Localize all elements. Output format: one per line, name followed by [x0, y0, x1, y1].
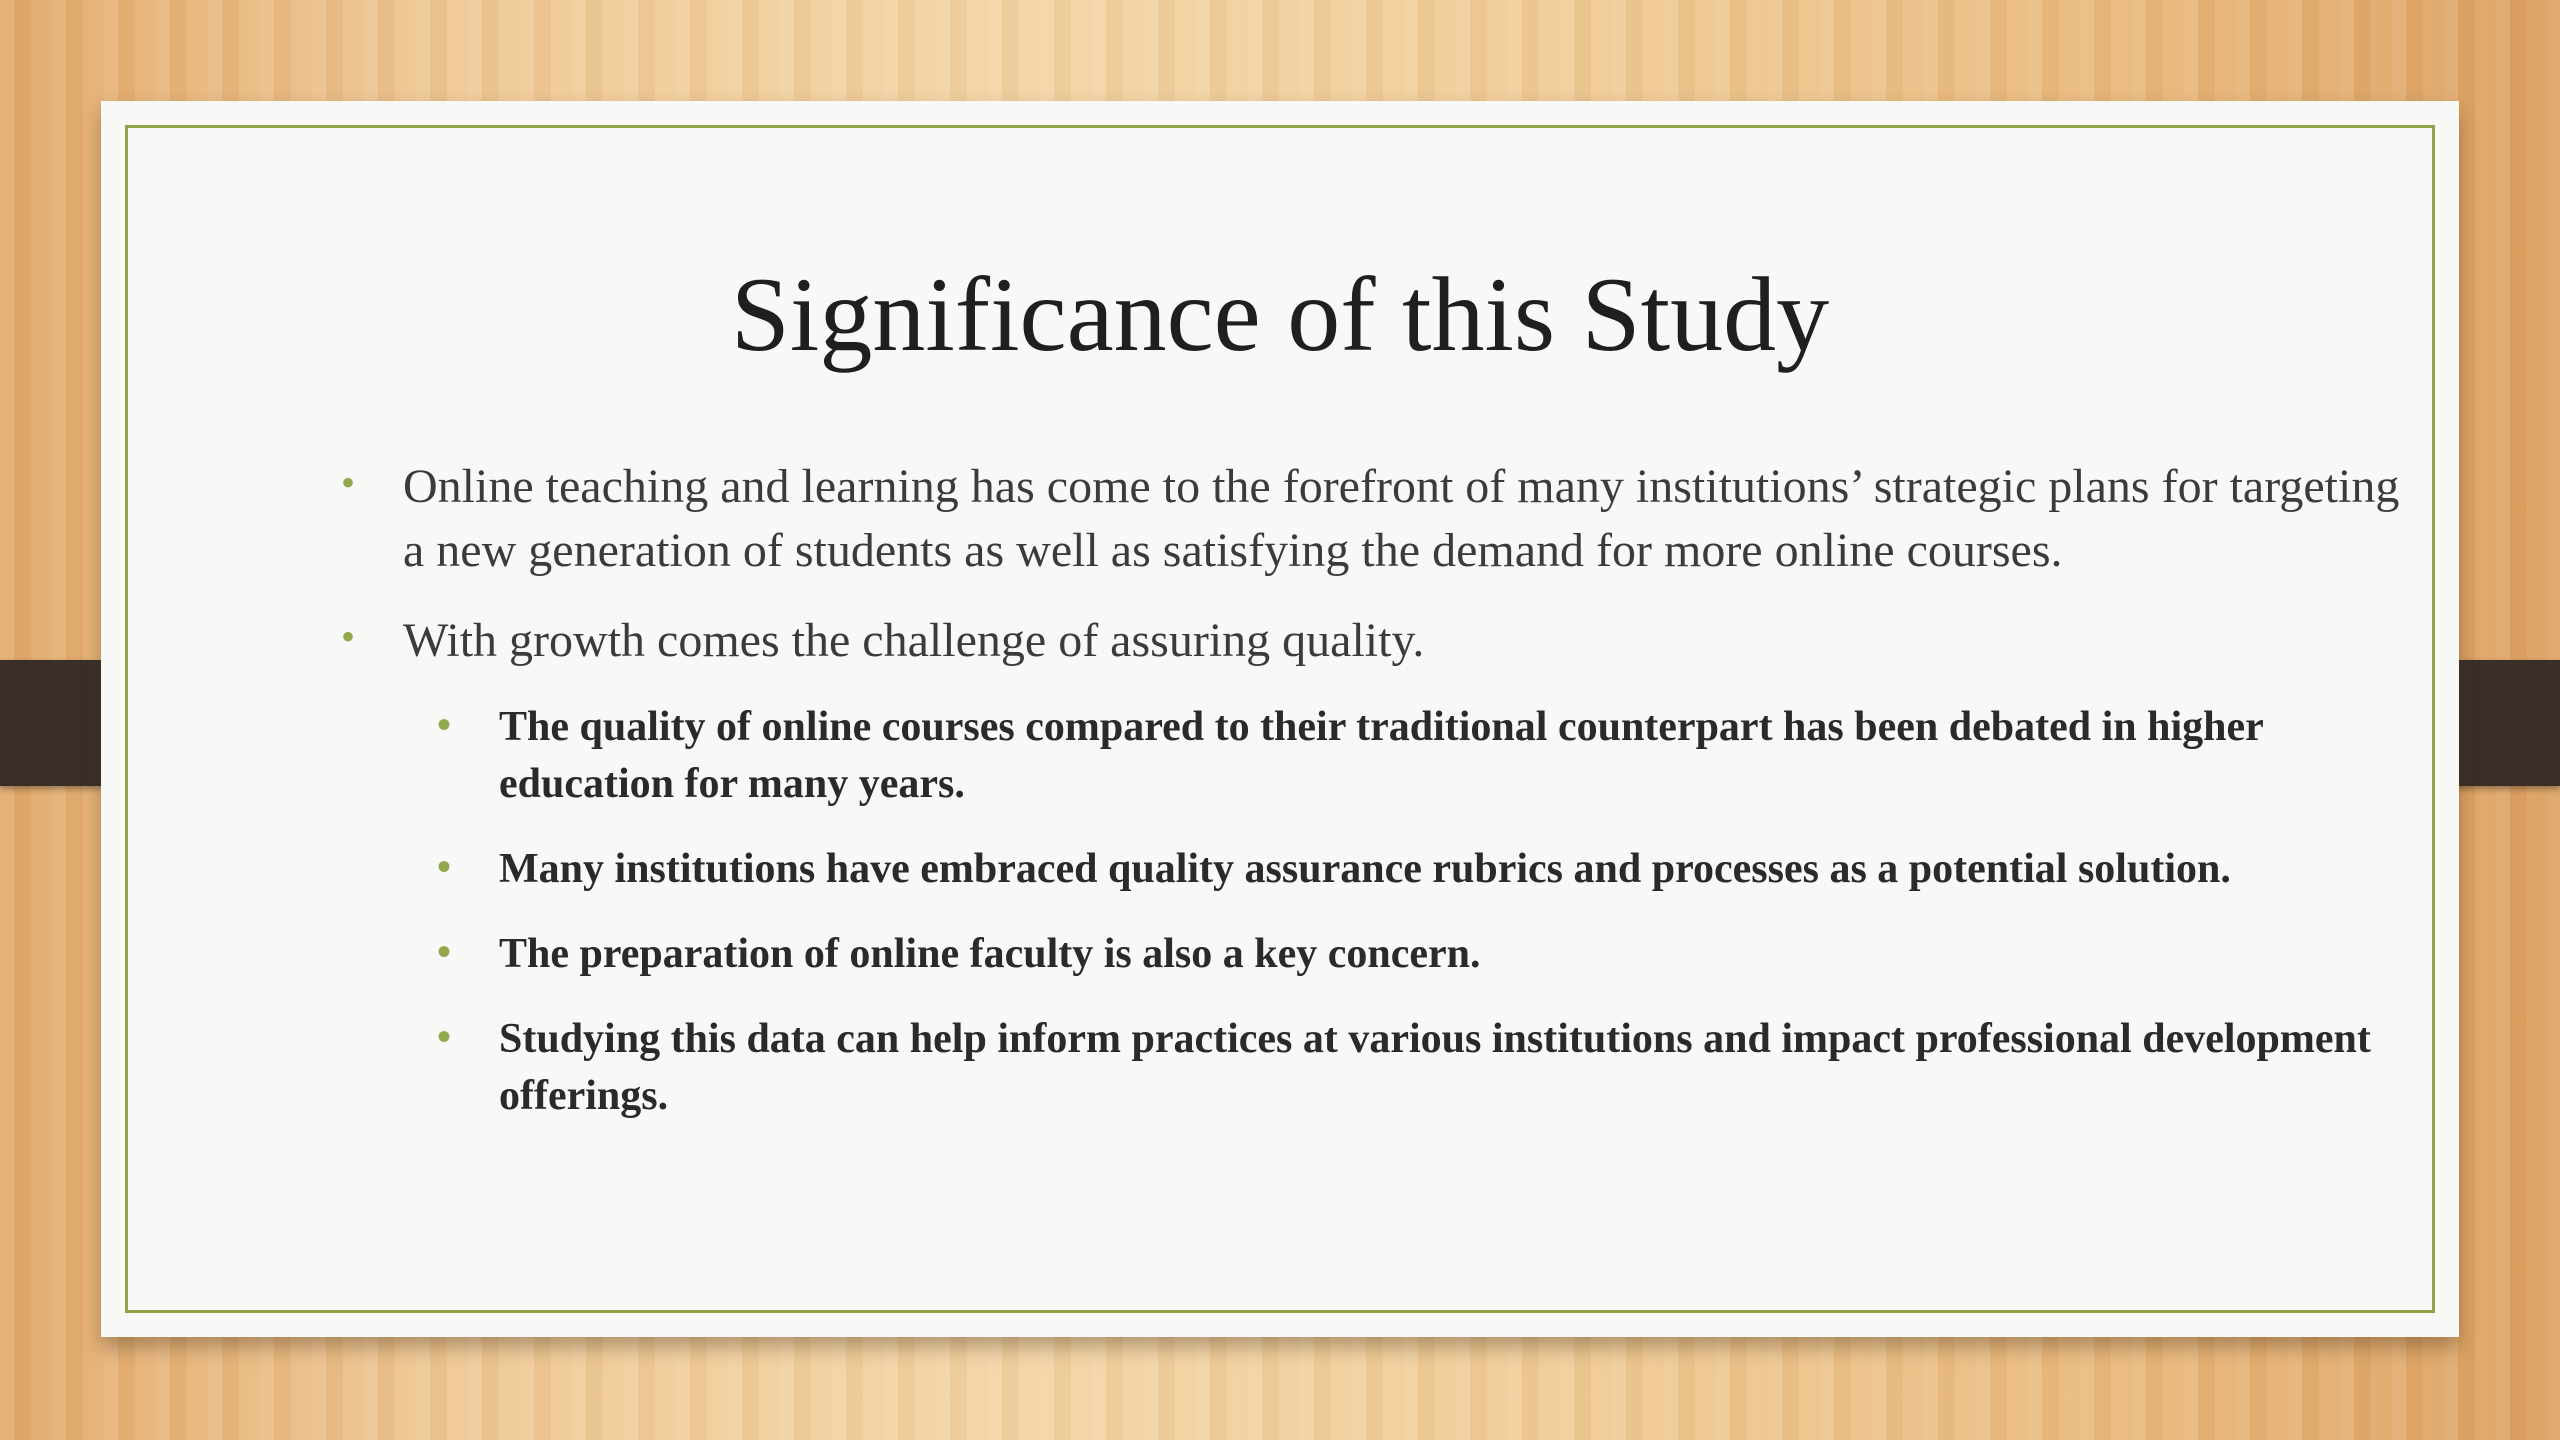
- sub-bullet-text: The preparation of online faculty is also a key concern.: [499, 931, 1481, 977]
- bullet-icon: •: [341, 460, 356, 505]
- bullet-icon: •: [437, 1014, 452, 1059]
- bullet-icon: •: [437, 929, 452, 974]
- bullet-item: [341, 609, 2421, 673]
- bullet-item: [341, 455, 2421, 583]
- bullet-text: With growth comes the challenge of assuring quality.: [403, 614, 1425, 667]
- sub-bullet-text: Many institutions have embraced quality assurance rubrics and processes as a potential solution.: [499, 846, 2231, 892]
- slide-title: Significance of this Study: [730, 256, 1830, 373]
- slide-body: [341, 455, 2421, 1153]
- bullet-text: Online teaching and learning has come to the forefront of many institutions’ strategic plans for targeting a new generation of students as well as satisfying the demand for more online courses.: [403, 460, 2400, 577]
- sub-bullet-item: [437, 699, 2421, 813]
- bullet-icon: •: [341, 614, 356, 659]
- sub-bullet-text: Studying this data can help inform practices at various institutions and impact professional development offerings.: [499, 1016, 2371, 1119]
- sub-bullet-item: [437, 926, 2421, 983]
- sub-bullet-item: [437, 1011, 2421, 1125]
- sub-bullet-item: [437, 841, 2421, 898]
- bullet-icon: •: [437, 702, 452, 747]
- sub-bullet-text: The quality of online courses compared to their traditional counterpart has been debated in higher education for many years.: [499, 704, 2264, 807]
- bullet-icon: •: [437, 844, 452, 889]
- slide-card: [101, 101, 2459, 1337]
